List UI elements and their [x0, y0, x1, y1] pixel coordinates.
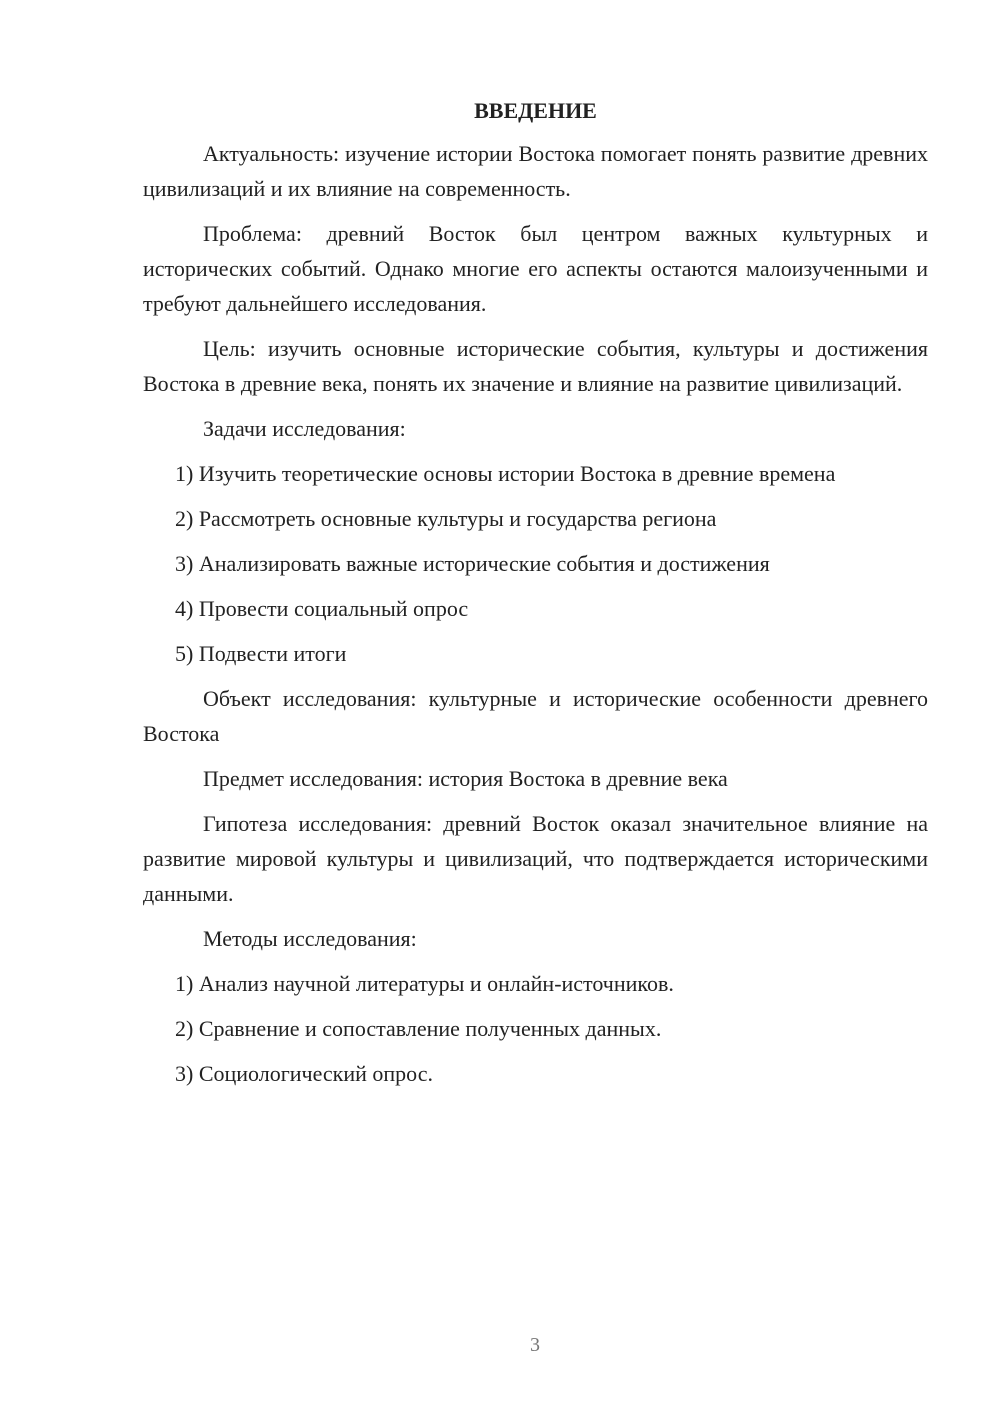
relevance-paragraph: Актуальность: изучение истории Востока помогает понять развитие древних цивилизаций и их влияние на современность.: [143, 141, 928, 201]
method-item: 1) Анализ научной литературы и онлайн-источников.: [175, 971, 674, 996]
method-item: 3) Социологический опрос.: [175, 1061, 433, 1086]
task-item: 1) Изучить теоретические основы истории Востока в древние времена: [175, 461, 836, 486]
object-paragraph: Объект исследования: культурные и исторические особенности древнего Востока: [143, 686, 928, 746]
method-item: 2) Сравнение и сопоставление полученных данных.: [175, 1016, 662, 1041]
section-title: ВВЕДЕНИЕ: [474, 98, 597, 123]
page-number: 3: [530, 1334, 540, 1356]
task-item: 3) Анализировать важные исторические события и достижения: [175, 551, 770, 576]
tasks-heading: Задачи исследования:: [203, 416, 406, 441]
hypothesis-paragraph: Гипотеза исследования: древний Восток оказал значительное влияние на развитие мировой культуры и цивилизаций, что подтверждается историческими данными.: [143, 811, 928, 906]
task-item: 2) Рассмотреть основные культуры и государства региона: [175, 506, 717, 531]
goal-paragraph: Цель: изучить основные исторические события, культуры и достижения Востока в древние века, понять их значение и влияние на развитие цивилизаций.: [143, 336, 928, 396]
task-item: 4) Провести социальный опрос: [175, 596, 469, 621]
task-item: 5) Подвести итоги: [175, 641, 347, 666]
problem-paragraph: Проблема: древний Восток был центром важных культурных и исторических событий. Однако многие его аспекты остаются малоизученными и требуют дальнейшего исследования.: [143, 221, 928, 316]
subject-paragraph: Предмет исследования: история Востока в древние века: [203, 766, 728, 791]
document-page: [143, 96, 928, 1101]
methods-heading: Методы исследования:: [203, 926, 417, 951]
methods-list: [143, 966, 928, 1091]
tasks-list: [143, 456, 928, 671]
